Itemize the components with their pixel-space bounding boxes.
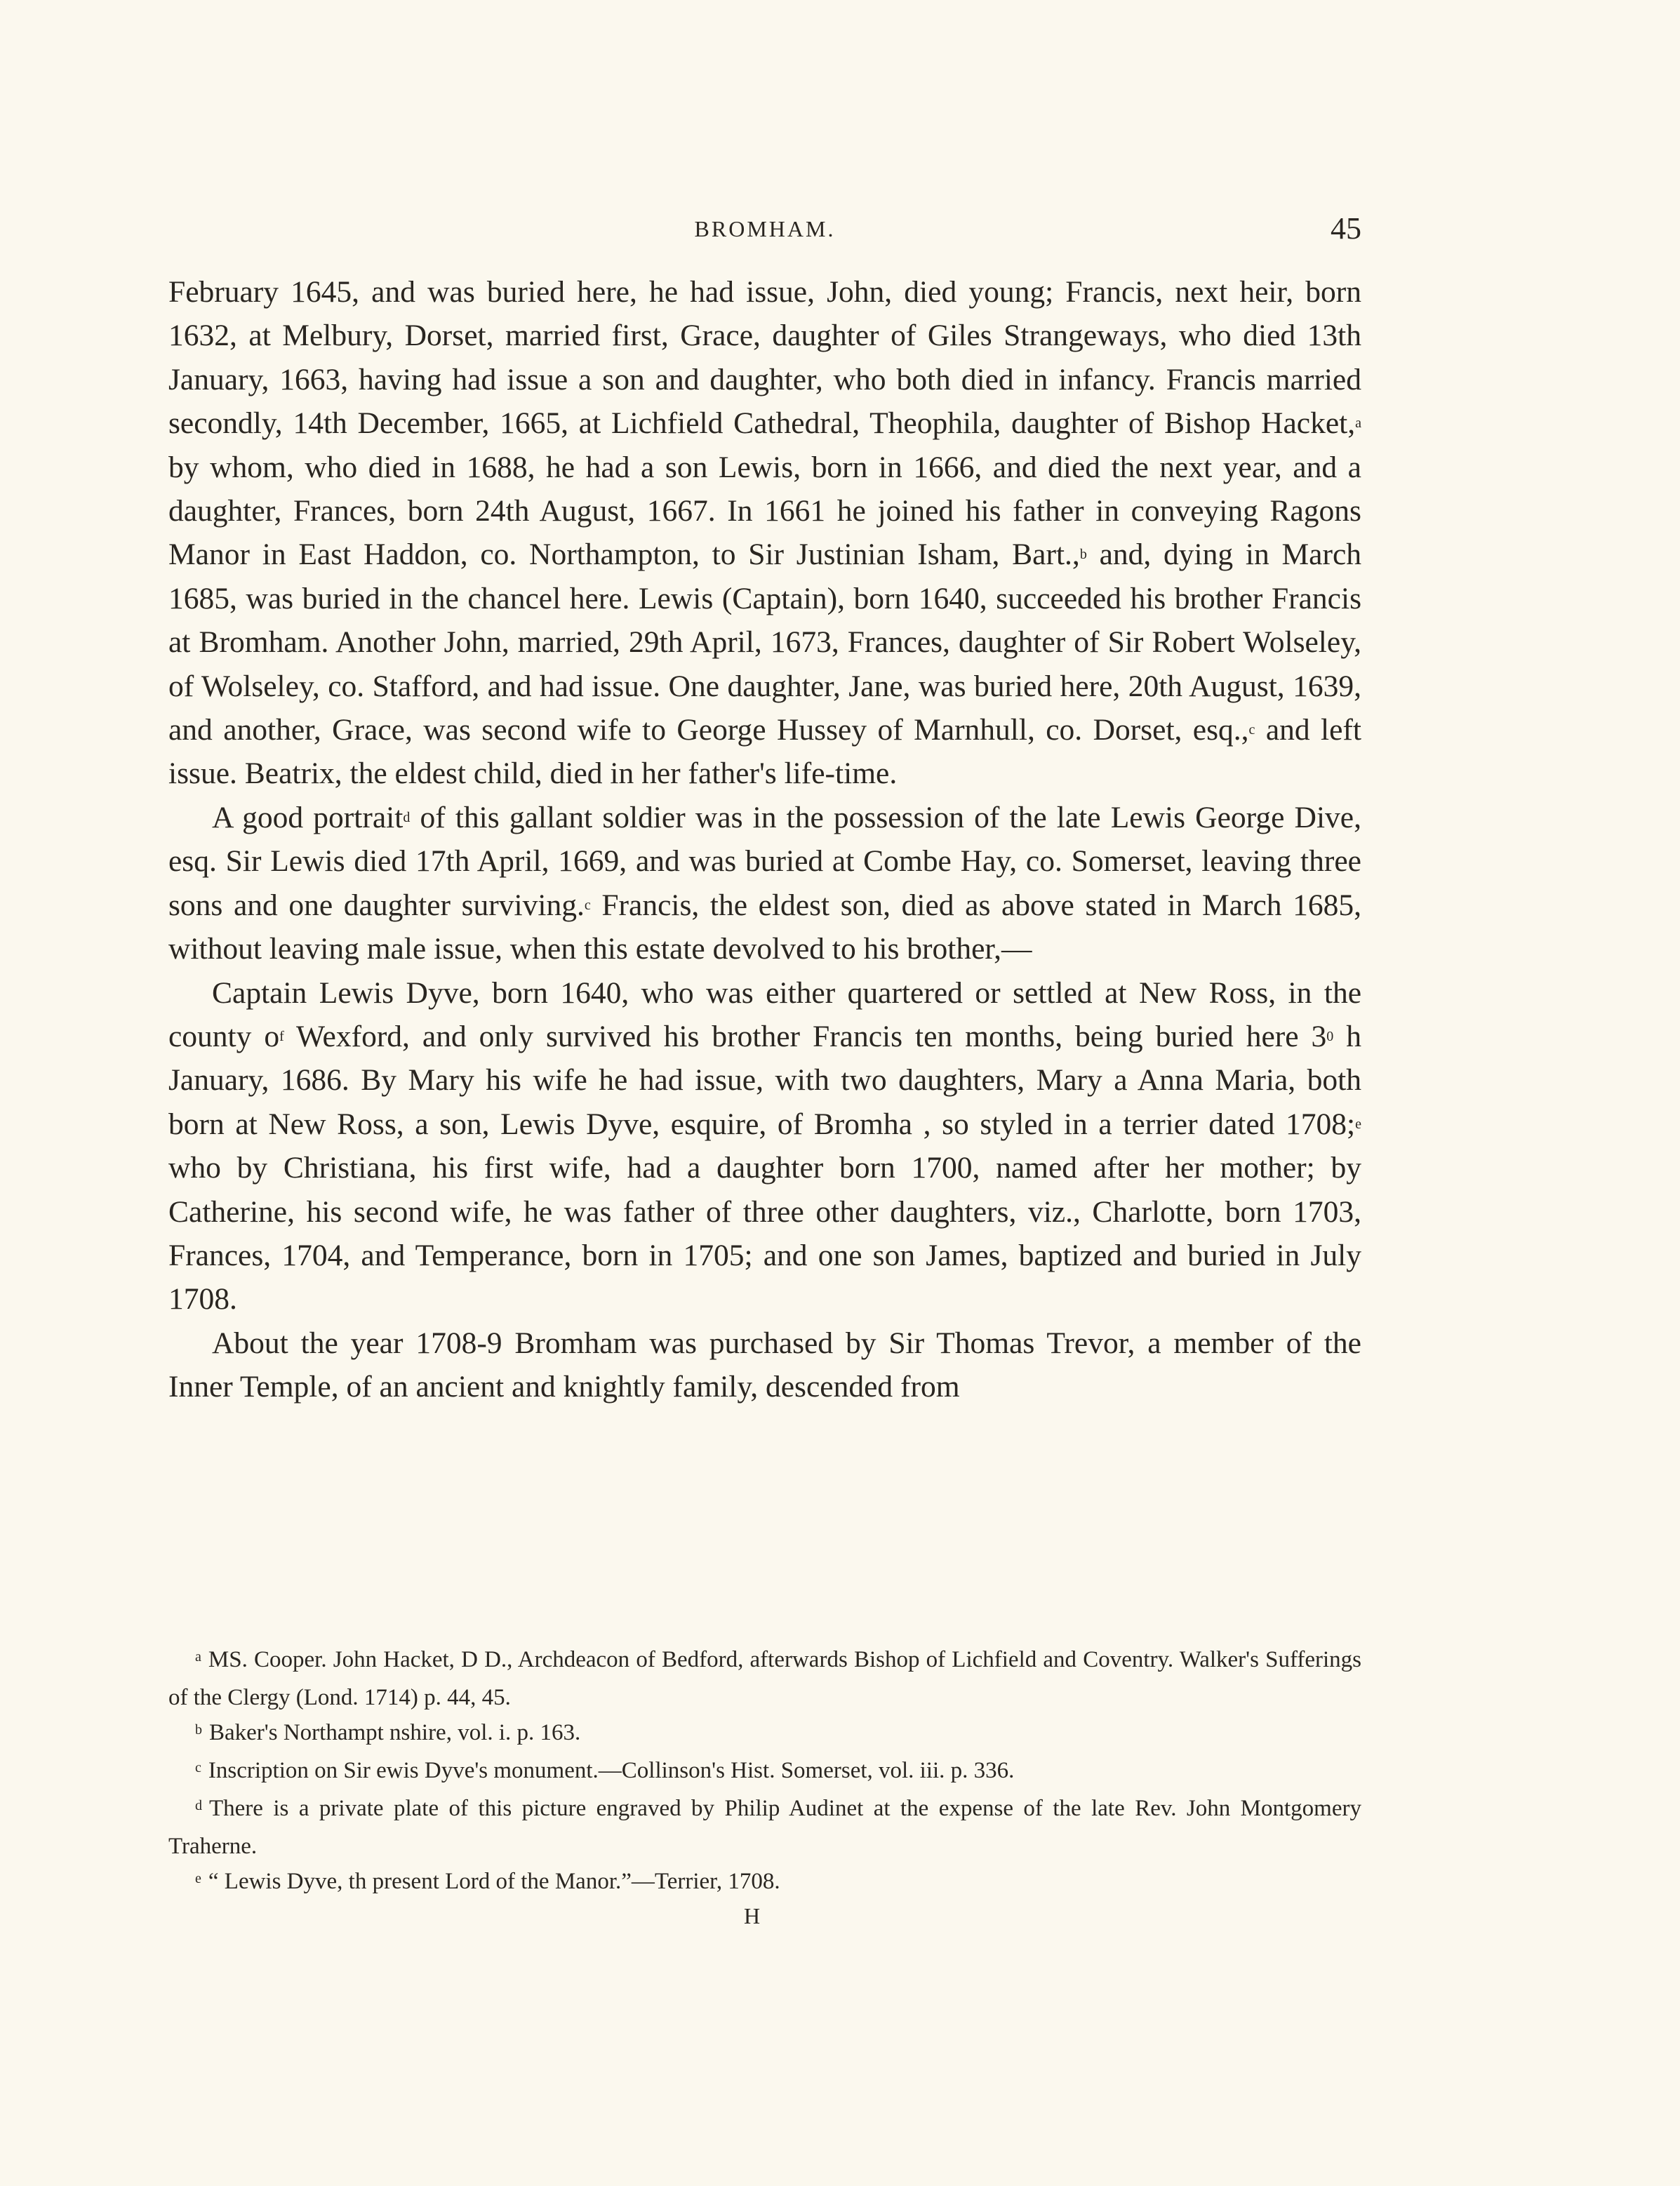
footnote-a: $^a$ MS. Cooper. John Hacket, D D., Archdeacon of Bedford, afterwards Bishop of Lichfield and Coventry. Walker's Sufferings of the Clergy (Lond. 1714) p. 44, 45. — [168, 1647, 1361, 1710]
footnote-ref-e: e — [1355, 1116, 1361, 1132]
footnote-mark: c — [195, 1760, 201, 1775]
body-text — [168, 270, 1361, 1409]
footnote-b: $^b$ Baker's Northampt nshire, vol. i. p. 163. — [195, 1720, 581, 1745]
paragraph-1: February 1645, and was buried here, he had issue, John, died young; Francis, next heir, born 1632, at Melbury, Dorset, married first, Grace, daughter of Giles Strangeways, who died 13th January, 1663, having had issue a son and daughter, who both died in infancy. Francis married secondly, 14th December, 1665, at Lichfield Cathedral, Theophila, daughter of Bishop Hacket,$^a$ by whom, who died in 1688, he had a son Lewis, born in 1666, and died the next year, and a daughter, Frances, born 24th August, 1667. In 1661 he joined his father in conveying Ragons Manor in East Haddon, co. Northampton, to Sir Justinian Isham, Bart.,$^b$ and, dying in March 1685, was buried in the chancel here. Lewis (Captain), born 1640, succeeded his brother Francis at Bromham. Another John, married, 29th April, 1673, Frances, daughter of Sir Robert Wolseley, of Wolseley, co. Stafford, and had issue. One daughter, Jane, was buried here, 20th August, 1639, and another, Grace, was second wife to George Hussey of Marnhull, co. Dorset, esq.,$^c$ and left issue. Beatrix, the eldest child, died in her father's life-time. — [168, 275, 1361, 791]
footnote-mark: e — [195, 1871, 201, 1886]
superscript-0: 0 — [1326, 1028, 1334, 1044]
paragraph-4: About the year 1708-9 Bromham was purchased by Sir Thomas Trevor, a member of the Inner Temple, of an ancient and knightly family, descended from — [168, 1326, 1361, 1404]
page-number: 45 — [1331, 211, 1361, 246]
footnote-mark: b — [195, 1722, 202, 1738]
footnote-ref-a: a — [1355, 415, 1361, 432]
superscript-f: f — [279, 1028, 284, 1044]
footnote-d: $^d$ There is a private plate of this picture engraved by Philip Audinet at the expense of the late Rev. John Montgomery Traherne. — [168, 1796, 1361, 1859]
footnote-ref-c: c — [1248, 722, 1255, 738]
footnotes — [168, 1642, 1361, 1902]
footnote-mark: a — [195, 1649, 201, 1665]
footnote-ref-c2: c — [584, 897, 591, 913]
footnote-ref-d: d — [403, 809, 411, 825]
signature-mark: H — [744, 1903, 762, 1928]
footnote-ref-b: b — [1079, 547, 1087, 563]
footnote-mark: d — [195, 1798, 202, 1813]
footnote-e: $^e$ “ Lewis Dyve, th present Lord of the Manor.”—Terrier, 1708. — [195, 1869, 780, 1894]
paragraph-2: A good portrait$^d$ of this gallant soldier was in the possession of the late Lewis George Dive, esq. Sir Lewis died 17th April, 1669, and was buried at Combe Hay, co. Somerset, leaving three sons and one daughter surviving.$^c$ Francis, the eldest son, died as above stated in March 1685, without leaving male issue, when this estate devolved to his brother,— — [168, 800, 1361, 966]
page-header — [168, 211, 1361, 253]
running-title: BROMHAM. — [694, 216, 836, 241]
paragraph-3: Captain Lewis Dyve, born 1640, who was either quartered or settled at New Ross, in the county $o^f$ Wexford, and only survived his brother Francis ten months, being buried here $3^0$ h January, 1686. By Mary his wife he had issue, with two daughters, Mary a Anna Maria, both born at New Ross, a son, Lewis Dyve, esquire, of Bromha , so styled in a terrier dated 1708;$^e$ who by Christiana, his first wife, had a daughter born 1700, named after her mother; by Catherine, his second wife, he was father of three other daughters, viz., Charlotte, born 1703, Frances, 1704, and Temperance, born in 1705; and one son James, baptized and buried in July 1708. — [168, 975, 1362, 1317]
footnote-c: $^c$ Inscription on Sir ewis Dyve's monument.—Collinson's Hist. Somerset, vol. iii. p. 336. — [195, 1758, 1015, 1783]
